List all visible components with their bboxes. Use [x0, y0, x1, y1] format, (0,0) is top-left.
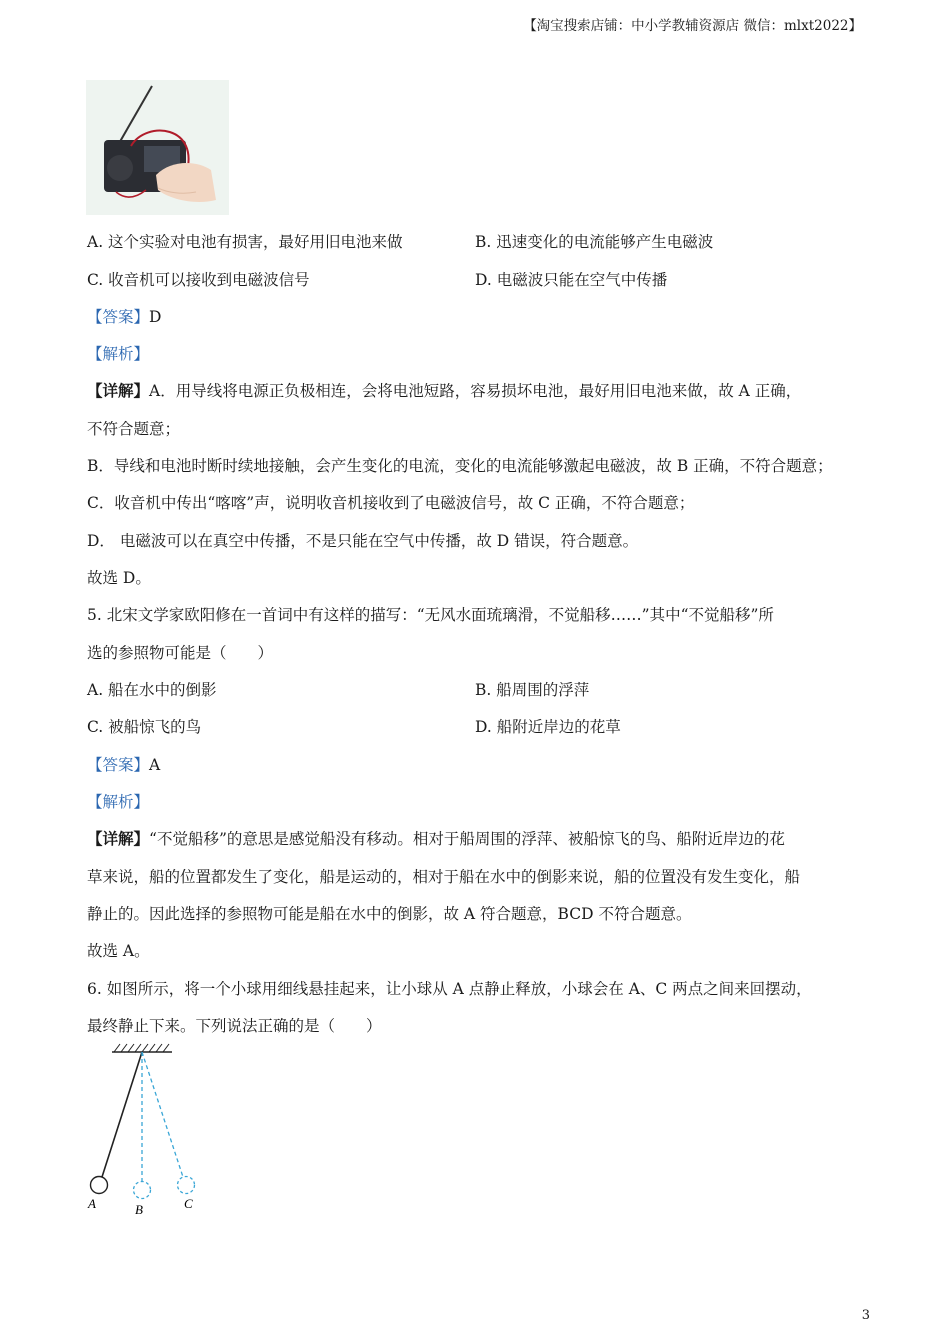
answer-tag: 【答案】 — [87, 308, 150, 326]
page-header: 【淘宝搜索店铺：中小学教辅资源店 微信：mlxt2022】 — [523, 18, 862, 34]
q6-stem-line-2: 最终静止下来。下列说法正确的是（ ） — [87, 1017, 382, 1035]
answer-tag: 【答案】 — [87, 756, 150, 774]
q4-detail-line-3: B．导线和电池时断时续地接触，会产生变化的电流，变化的电流能够激起电磁波，故 B 正确，不符合题意； — [87, 457, 833, 475]
q5-option-d: D. 船附近岸边的花草 — [475, 718, 621, 736]
q6-stem-line-1: 6. 如图所示，将一个小球用细线悬挂起来，让小球从 A 点静止释放，小球会在 A、C 两点之间来回摆动， — [87, 980, 812, 998]
q5-detail-line-2: 草来说，船的位置都发生了变化，船是运动的，相对于船在水中的倒影来说，船的位置没有发生变化，船 — [87, 868, 801, 886]
q5-detail-line-3: 静止的。因此选择的参照物可能是船在水中的倒影，故 A 符合题意，BCD 不符合题意。 — [87, 905, 692, 923]
answer-value: A — [149, 756, 161, 774]
q5-stem-line-1: 5. 北宋文学家欧阳修在一首词中有这样的描写：“无风水面琉璃滑，不觉船移……”其中“不觉船移”所 — [87, 606, 774, 624]
label-b: B — [135, 1202, 143, 1217]
q4-analysis-tag: 【解析】 — [87, 345, 150, 363]
q5-option-a: A. 船在水中的倒影 — [87, 681, 217, 699]
q4-detail-line-2: 不符合题意； — [87, 420, 181, 438]
answer-value: D — [149, 308, 162, 326]
detail-tag: 【详解】 — [87, 829, 150, 848]
q5-analysis-tag: 【解析】 — [87, 793, 150, 811]
ball-c — [178, 1177, 195, 1194]
label-c: C — [184, 1196, 193, 1211]
q5-detail-line-1 — [87, 829, 785, 849]
q4-option-c: C. 收音机可以接收到电磁波信号 — [87, 271, 310, 289]
q5-answer — [87, 755, 160, 775]
q4-conclusion: 故选 D。 — [87, 569, 151, 587]
q4-detail-line-5: D． 电磁波可以在真空中传播，不是只能在空气中传播，故 D 错误，符合题意。 — [87, 532, 639, 550]
q4-option-d: D. 电磁波只能在空气中传播 — [475, 271, 668, 289]
ceiling-hatch — [114, 1044, 169, 1052]
label-a: A — [88, 1196, 96, 1211]
q4-answer — [87, 307, 161, 327]
q5-conclusion: 故选 A。 — [87, 942, 150, 960]
q4-detail-line-4: C．收音机中传出“喀喀”声，说明收音机接收到了电磁波信号，故 C 正确，不符合题意； — [87, 494, 695, 512]
q5-option-b: B. 船周围的浮萍 — [475, 681, 590, 699]
q4-option-b: B. 迅速变化的电流能够产生电磁波 — [475, 233, 714, 251]
q4-option-a: A. 这个实验对电池有损害，最好用旧电池来做 — [87, 233, 403, 251]
q4-detail-line-1 — [87, 381, 801, 401]
q5-option-c: C. 被船惊飞的鸟 — [87, 718, 202, 736]
detail-text: “不觉船移”的意思是感觉船没有移动。相对于船周围的浮萍、被船惊飞的鸟、船附近岸边的花 — [149, 830, 785, 848]
ball-b — [134, 1182, 151, 1199]
string-c — [142, 1052, 183, 1177]
detail-tag: 【详解】 — [87, 381, 150, 400]
ball-a — [91, 1177, 108, 1194]
detail-text: A．用导线将电源正负极相连，会将电池短路，容易损坏电池，最好用旧电池来做，故 A 正确， — [149, 382, 802, 400]
q5-stem-line-2: 选的参照物可能是（ ） — [87, 644, 274, 662]
string-a — [102, 1052, 142, 1177]
page-number: 3 — [861, 1308, 870, 1323]
radio-experiment-photo — [86, 80, 229, 215]
pendulum-diagram — [80, 1040, 210, 1230]
